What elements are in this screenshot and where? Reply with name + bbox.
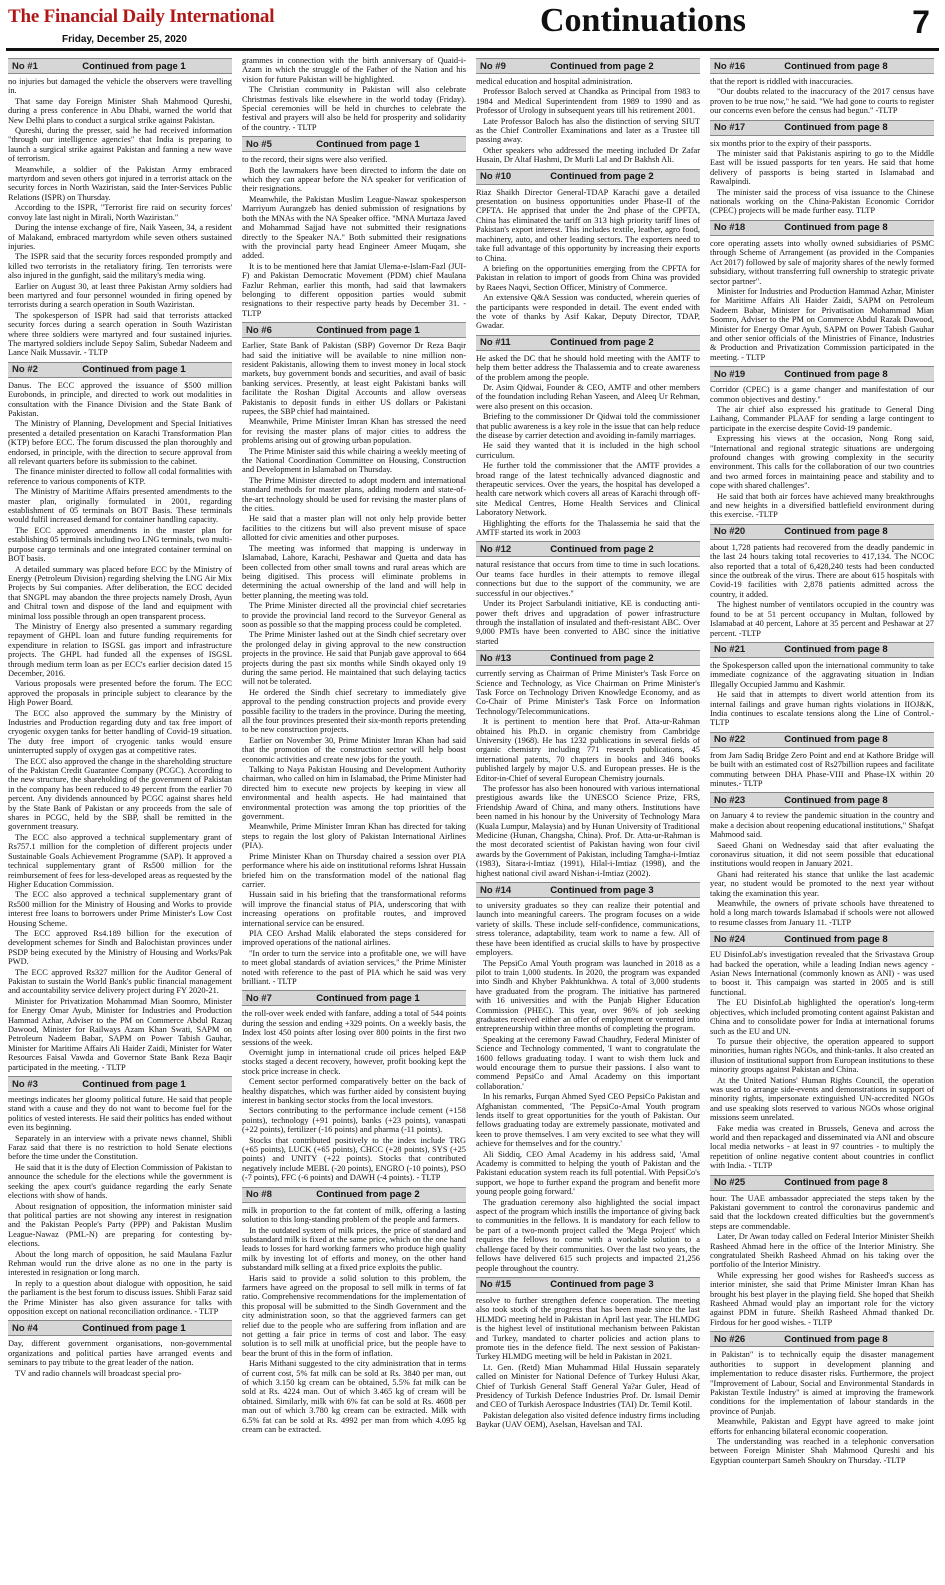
paragraph: natural resistance that occurs from time to time in such locations. Our teams face hurdles in their attempts to remove illegal connections but due to the support of the community, we are successful in our objectives."	[476, 560, 700, 598]
paragraph: It is to be mentioned here that Jamiat Ulema-e-Islam-Fazl (JUI-F) and Pakistan Democratic Movement (PDM) chief Maulana Fazlur Rehman, earlier this month, had said that lawmakers belonging to different opposition parties would submit resignations to their respective party heads by December 31. - TLTP	[242, 261, 466, 318]
paragraph: Dr. Asim Qidwai, Founder & CEO, AMTF and other members of the foundation including Rehan Yaseen, and Aleeq Ur Rehman, were also present on this occasion.	[476, 382, 700, 411]
story-body	[242, 56, 466, 132]
story-continuation-label: Continued from page 2	[316, 1189, 420, 1201]
story-body	[476, 560, 700, 646]
paragraph: Minister for Industries and Production Hammad Azhar, Minister for Maritime Affairs Ali Haider Zaidi, SAPM on Petroleum Nadeem Babar, Minister for Privatisation Mohammad Mian Soomro, Adviser to the PM on Commerce Abdul Razak Dawood, Minister for Energy Omar Ayub, SAPM on Power Tabish Gauhar and other senior officials of the Ministries of Finance, Industries & Production and Privatization Commission participated in the meeting. - TLTP	[710, 286, 934, 362]
story-body	[710, 385, 934, 520]
paragraph: Pakistan delegation also visited defence industry firms including Baykar (UAV OEM), Aselsan, Havelsan and TAI.	[476, 1410, 700, 1430]
story-continuation-label: Continued from page 1	[82, 60, 186, 72]
paragraph: Meanwhile, a soldier of the Pakistan Army embraced martyrdom and seven others got injured in a terrorist attack on the security forces in North Waziristan, said the Inter-Services Public Relations (ISPR) on Thursday.	[8, 164, 232, 202]
paragraph: Speaking at the ceremony Fawad Chaudhry, Federal Minister of Science and Technology commented, 'I want to congratulate the 1600 fellows graduating today. I want to wish them luck and would encourage them to pursue their passions. I also want to commend PepsiCo and Amal Academy on this important collaboration.'	[476, 1034, 700, 1091]
paragraph: The Prime Minister lashed out at the Sindh chief secretary over the prolonged delay in giving approval to the new construction projects in the province. He said that Punjab gave approval to 664 projects during the past six months while Sindh okayed only 19 during the same period. He maintained that such delaying tactics will not be tolerated.	[242, 630, 466, 687]
story	[710, 792, 934, 927]
paragraph: on January 4 to review the pandemic situation in the country and make a decision about reopening educational institutions," Shafqat Mahmood said.	[710, 811, 934, 840]
paragraph: core operating assets into wholly owned subsidiaries of PSMC through Scheme of Arrangement (as provided in the Companies Act 2017) followed by sale of majority shares of the newly formed subsidiary, without transferring full ownership to strategic private sector partner".	[710, 238, 934, 286]
story-body	[8, 1095, 232, 1316]
paragraph: no injuries but damaged the vehicle the observers were travelling in.	[8, 77, 232, 96]
story-header	[710, 220, 934, 236]
story-number: No #16	[714, 60, 746, 72]
story-number: No #3	[12, 1078, 38, 1090]
paragraph: Earlier, State Bank of Pakistan (SBP) Governor Dr Reza Baqir had said the initiative will be available to nine million non-resident Pakistanis, allowing them to invest money in local stock markets, buy government bonds and securities, and avail of basic banking services. Presently, at least eight Pakistani banks will facilitate the Roshan Digital Accounts and allow overseas Pakistanis to deposit funds in either US dollars or Pakistani rupees, the SBP chief had maintained.	[242, 341, 466, 416]
story	[242, 990, 466, 1182]
story-number: No #7	[246, 992, 272, 1004]
paragraph: Late Professor Baloch has also the distinction of serving SIUT as the Chief Controller Examinations and later as a Trustee till passing away.	[476, 116, 700, 145]
paragraph: Meanwhile, Prime Minister Imran Khan has directed for taking steps to regain the lost glory of Pakistan International Airlines (PIA).	[242, 822, 466, 851]
story-number: No #6	[246, 324, 272, 336]
story-body	[242, 1206, 466, 1435]
paragraph: Sectors contributing to the performance include cement (+158 points), technology (+91 points), banks (+23 points), vanaspati (+22 points), fertilizer (-16 points) and pharma (-11 points).	[242, 1106, 466, 1135]
story-number: No #5	[246, 138, 272, 150]
story-body	[710, 77, 934, 116]
paragraph: Meanwhile, the Pakistan Muslim League-Nawaz spokesperson Marriyum Aurangzeb has denied submission of resignations by both the MNAs with the NA Speaker office. "MNA Murtaza Javed and Mohammad Sajjad have not submitted their resignations directly to the Speaker NA." Both submitted their resignations with the provincial party head Engineer Ameer Muqam, she added.	[242, 194, 466, 261]
paragraph: grammes in connection with the birth anniversary of Quaid-i-Azam in which the struggle of the Father of the Nation and his vision for future Pakistan will be highlighted.	[242, 56, 466, 84]
paragraph: Earlier on August 30, at least three Pakistan Army soldiers had been martyred and four personnel wounded in firing opened by terrorists during a search operation in South Waziristan.	[8, 281, 232, 310]
story-header	[242, 322, 466, 338]
story-body	[710, 811, 934, 927]
paragraph: medical education and hospital administration.	[476, 77, 633, 86]
story-number: No #19	[714, 368, 746, 380]
story-continuation-label: Continued from page 8	[784, 60, 888, 72]
paragraph: Talking to Naya Pakistan Housing and Development Authority chairman, who called on him in Islamabad, the Prime Minister had directed him to execute new projects by keeping in view all environmental and health aspects. He had maintained that environmental protection was among the top priorities of the government.	[242, 765, 466, 822]
story-continuation-label: Continued from page 3	[550, 884, 654, 896]
paragraph: Ali Siddiq, CEO Amal Academy in his address said, 'Amal Academy is committed to helping the youth of Pakistan and the Pakistani education system reach its full potential. With PepsiCo's support, we hope to further expand the program and benefit more young people going forward.'	[476, 1149, 700, 1197]
story-header	[710, 732, 934, 748]
story-header	[8, 362, 232, 378]
paragraph: He said that both air forces have achieved many breakthroughs and new heights in a diversified battlefield environment during this exercise. -TLTP	[710, 491, 934, 520]
story-continuation-label: Continued from page 2	[550, 652, 654, 664]
paragraph: hour. The UAE ambassador appreciated the steps taken by the Pakistani government to control the coronavirus pandemic and said that the lockdown created difficulties but the government's steps are commendable.	[710, 1193, 934, 1231]
story	[710, 524, 934, 638]
paragraph: Prime Minister Khan on Thursday chaired a session over PIA performance where his aide on institutional reforms Ishrat Hussain briefed him on the transformation model of the national flag carrier.	[242, 851, 466, 889]
paragraph: six months prior to the expiry of their passports.	[710, 138, 872, 148]
paragraph: The Ministry of Planning, Development and Special Initiatives presented a detailed presentation on Karachi Transformation Plan (KTP) before ECC. The forum discussed the plan thoroughly and endorsed, in principle, with the direction to secure approval from all relevant quarters before its submission to the cabinet.	[8, 419, 232, 467]
story-body	[242, 155, 466, 318]
story-continuation-label: Continued from page 2	[550, 60, 654, 72]
paragraph: He said that a master plan will not only help provide better facilities to the citizens but will also prevent misuse of space allotted for civic amenities and other purposes.	[242, 514, 466, 543]
paragraph: The highest number of ventilators occupied in the country was found to be at 51 percent occupancy in Multan, followed by Islamabad at 40 percent, Lahore at 35 percent and Peshawar at 27 percent. -TLTP	[710, 600, 934, 638]
story-body	[242, 341, 466, 986]
paragraph: PIA CEO Arshad Malik elaborated the steps considered for improved operations of the national airlines.	[242, 928, 466, 948]
paragraph: The Ministry of Energy also presented a summary regarding repayment of GHPL loan and future funding requirements for expenditure in relation to ISGSL gas import and infrastructure projects. The GHPL had funded all the expenses of ISGSL through medium term loan as per ECC's earlier decision dated 15 December, 2016.	[8, 621, 232, 678]
story-header	[710, 792, 934, 808]
paragraph: The understanding was reached in a telephonic conversation between Foreign Minister Shah Mahmood Qureshi and his Egyptian counterpart Sameh Shoukry on Thursday. -TLTP	[710, 1436, 934, 1465]
paragraph: Cement sector performed comparatively better on the back of healthy dispatches, which was further aided by consistent buying interest in banking sector stocks from the local investors.	[242, 1077, 466, 1106]
story-body	[476, 77, 700, 165]
story	[710, 366, 934, 520]
story	[476, 1277, 700, 1430]
paragraph: Under its Project Sarbulandi initiative, KE is conducting anti-power theft drives and upgradation of power infrastructure through the installation of insulated and theft-resistant ABC. Over 9,000 PMTs have been converted to ABC since the initiative started	[476, 599, 700, 646]
story-continuation-label: Continued from page 8	[784, 734, 888, 746]
story-continuation-label: Continued from page 2	[550, 337, 654, 349]
paragraph: In his remarks, Furqan Ahmed Syed CEO PepsiCo Pakistan and Afghanistan commented, 'The PepsiCo-Amal Youth program lends itself to great opportunities for the youth of Pakistan. Our fellows graduating today are extremely passionate, motivated and keen to prove themselves. I am very excited to see what they will achieve for themselves and for the country.'	[476, 1092, 700, 1149]
story-body	[710, 1350, 934, 1465]
story-number: No #17	[714, 122, 746, 134]
paragraph: The EU DisinfoLab highlighted the operation's long-term objectives, which included promoting content against Pakistan and China and to consolidate power for India at international forums such as the EU and UN.	[710, 998, 934, 1036]
paragraph: to the record, their signs were also verified.	[242, 155, 388, 165]
paragraph: That same day Foreign Minister Shah Mahmood Qureshi, during a press conference in Abu Dhabi, warned the world that New Delhi plans to conduct a surgical strike against Pakistan.	[8, 96, 232, 125]
paragraph: Haris Mithani suggested to the city administration that in terms of current cost, 5% fat milk can be sold at Rs. 3840 per man, out of which 3.150 kg cream can be obtained, 5.5% fat milk can be sold at Rs. 4224 man. Out of which 3.465 kg of cream will be obtained. Similarly, milk with 6% fat can be sold at Rs. 4608 per man out of which 3.780 kg cream can be extracted. Milk with 6.5% fat can be sold at Rs. 4992 per man from which 4.095 kg cream can be extracted.	[242, 1359, 466, 1435]
story-header	[476, 650, 700, 666]
paragraph: The professor has also been honoured with various international prestigious awards like the UNESCO Science Prize, FRS, Friendship Award of China, and many others. Institutions have been named in his honour by the University of Technology Mara (Kuala Lumpur, Malaysia) and by Hunan University of Traditional Medicine (Hunan, Changsha, China). Prof. Dr. Atta-ur-Rahman is the most decorated scientist of Pakistan having won four civil awards by the Government of Pakistan, including Tamgha-i-Imtiaz (1983), Sitara-i-Imtiaz (1991), Hilal-i-Imtiaz (1998), and the highest national civil award Nishan-i-Imtiaz (2002).	[476, 784, 700, 878]
story-continuation-label: Continued from page 8	[784, 644, 888, 656]
story	[242, 136, 466, 318]
story-number: No #2	[12, 364, 38, 376]
paragraph: Meanwhile, Prime Minister Imran Khan has stressed the need for revising the master plans of major cities to address the problems arising out of growing urban population.	[242, 417, 466, 446]
story-number: No #26	[714, 1333, 746, 1345]
story-header	[476, 1277, 700, 1293]
paragraph: The minister said the process of visa issuance to the Chinese nationals working on the China-Pakistan Economic Corridor (CPEC) projects will be made further easy. TLTP	[710, 187, 934, 216]
story-number: No #12	[480, 543, 512, 555]
story-body	[710, 139, 934, 216]
story-number: No #20	[714, 526, 746, 538]
paragraph: Briefing to the commissioner Dr Qidwai told the commissioner that public awareness is a key role in the issue that can help reduce the disease by carrier detection and avoiding in-family marriages.	[476, 412, 700, 440]
story-header	[242, 136, 466, 152]
paragraph: Expressing his views at the occasion, Nong Rong said, "International and regional strategic situations are undergoing profound changes with growing complexity in the security environment. This calls for the collaboration of our two countries and two armed forces in maintaining peace and stability and to cope with shared challenges".	[710, 434, 934, 491]
story-header	[476, 541, 700, 557]
paragraph: in Pakistan" is to technically equip the disaster management authorities to support in development planning and implementation to reduce disaster risks. Furthermore, the project "Improvement of Labour, Social and Environmental Standards in Pakistan Textile Industry" is aimed at improving the framework conditions for the implementation of labour standards in the province of Punjab.	[710, 1350, 934, 1416]
column-2	[242, 56, 466, 1581]
paragraph: He said that in attempts to divert world attention from its internal failings and grave human rights violations in IIOJ&K, India continues to escalate tensions along the Line of Control.- TLTP	[710, 690, 934, 728]
paragraph: Highlighting the efforts for the Thalassemia he said that the AMTF started its work in 2003	[476, 518, 700, 538]
paragraph: The Prime Minister directed all the provincial chief secretaries to provide the provincial land record to the Surveyor General as soon as possible so that the mapping process could be completed.	[242, 601, 466, 629]
paragraph: The ECC also approved a technical supplementary grant of Rs757.1 million for the completion of different projects under Sustainable Goals Achievement Programme (SAP). It approved a technical supplementary grant of Rs500 million for the reimbursement of fees for less-developed areas as requested by the Higher Education Commission.	[8, 832, 232, 889]
paragraph: Earlier on November 30, Prime Minister Imran Khan had said that the promotion of the construction sector will help boost economic activities and create new jobs for the youth.	[242, 735, 466, 764]
story-body	[710, 950, 934, 1170]
story-body	[8, 1339, 232, 1378]
paragraph: It is pertinent to mention here that Prof. Atta-ur-Rahman obtained his Ph.D. in organic chemistry from Cambridge University (1968). He has 1232 publications in several fields of organic chemistry including 771 research publications, 45 international patents, 70 chapters in books and 346 books published largely by major U.S. and European presses. He is the Editor-in-Chief of several European Chemistry journals.	[476, 717, 700, 783]
story-continuation-label: Continued from page 1	[316, 324, 420, 336]
story	[8, 1076, 232, 1316]
story	[8, 362, 232, 1072]
column-3	[476, 56, 700, 1581]
story-number: No #21	[714, 644, 746, 656]
column-4	[710, 56, 934, 1581]
paragraph: At the United Nations' Human Rights Council, the operation was used to arrange side-events and demonstrations in support of minority rights, impersonate extinguished UN-accredited NGOs and use speaking slots reserved to various NGOs whose original missions seem unrelated.	[710, 1075, 934, 1123]
paragraph: Separately in an interview with a private news channel, Shibli Faraz said that there is no restriction to hold Senate elections before the time under the Constitution.	[8, 1133, 232, 1162]
story-header	[710, 120, 934, 136]
paragraph: "Our doubts related to the inaccuracy of the 2017 census have proven to be true now," he said. "We had gone to courts to register our concerns even before the census had begun." -TLTP	[710, 87, 934, 116]
paragraph: The meeting was informed that mapping is underway in Islamabad, Lahore, Karachi, Peshawar and Quetta and data has been collected from other small towns and rural areas which are being digitised. This process will eliminate problems in determining the actual ownership of the land and will help in better planning, the meeting was told.	[242, 543, 466, 600]
story-number: No #22	[714, 734, 746, 746]
story	[242, 1187, 466, 1435]
story-number: No #25	[714, 1177, 746, 1189]
story	[8, 1320, 232, 1378]
paragraph: from Jam Sadiq Bridge Zero Point and end at Kathore Bridge will be built with an estimated cost of Rs27billion rupees and facilitate commuting between DHA Phase-VIII and Phase-IX within 20 minutes.- TLTP	[710, 750, 934, 788]
paragraph: that the report is riddled with inaccuracies.	[710, 77, 854, 86]
paragraph: meetings indicates her gloomy political future. He said that people stand with a cause and they do not want to become fuel for the politics of vested interests. He said their politics has ended without even its beginning.	[8, 1095, 232, 1133]
story-continuation-label: Continued from page 8	[784, 1333, 888, 1345]
paragraph: He further told the commissioner that the AMTF provides a broad range of the latest technically advanced diagnostic and therapeutic services. Over the years, the hospital has developed a health care network which covers all areas of Karachi through off-site Medical Centres, Home Health Services and Clinical Laboratory Network.	[476, 461, 700, 518]
paragraph: A detailed summary was placed before ECC by the Ministry of Energy (Petroleum Division) regarding shelving the LNG Air Mix Projects by Sui companies. After deliberation, the ECC decided that SNGPL may abandon the three projects namely Drosh, Ayun and Chitral town and dispose of the land and equipment with minimal loss possible through an open transparent process.	[8, 564, 232, 621]
story-header	[8, 1320, 232, 1336]
paragraph: The Christian community in Pakistan will also celebrate Christmas festivals like elsewhere in the world today (Friday). Special ceremonies will be held in churches to celebrate the festival and prayers will also be held for prosperity and solidarity of the country. - TLTP	[242, 85, 466, 132]
story	[242, 322, 466, 986]
story	[242, 56, 466, 132]
paragraph: About the long march of opposition, he said Maulana Fazlur Rehman would run the drive alone as no one in the party is interested in resignation or long march.	[8, 1249, 232, 1278]
paragraph: Qureshi, during the presser, said he had received information "through our intelligence agencies" that India is preparing to launch a surgical strike against Pakistan and fanning a new wave of terrorism.	[8, 126, 232, 164]
story-number: No #8	[246, 1189, 272, 1201]
story-continuation-label: Continued from page 1	[82, 1322, 186, 1334]
paragraph: The ECC approved Rs327 million for the Auditor General of Pakistan to sustain the World Bank's public financial management and accountability service delivery project during FY 2020-21.	[8, 967, 232, 996]
paragraph: Other speakers who addressed the meeting included Dr Zafar Husain, Dr Altaf Hashmi, Dr Murli Lal and Dr Bakhsh Ali.	[476, 145, 700, 165]
paragraph: In the outdated system of milk prices, the price of standard and substandard milk is fixed at the same price, which on the one hand leads to losses for hard working farmers who produce high quality milk by investing lot of efforts and money, on the other hand substandard milk selling at a fixed price exploits the public.	[242, 1225, 466, 1273]
paragraph: Stocks that contributed positively to the index include TRG (+65 points), LUCK (+65 points), CHCC (+28 points), SYS (+25 points) and UNITY (+22 points). Stocks that contributed negatively include MEBL (-20 points), ENGRO (-10 points), PSO (-7 points), FFC (-6 points) and DAWH (-4 points). - TLTP	[242, 1135, 466, 1183]
publication-name: The Financial Daily International	[8, 6, 275, 27]
story-body	[476, 188, 700, 331]
paragraph: The minister said that Pakistanis aspiring to go to the Middle East will be issued passports for ten years. He said that home delivery of passports is being started in Islamabad and Rawalpindi.	[710, 149, 934, 187]
paragraph: the Spokesperson called upon the international community to take immediate cognizance of the aggravating situation in Indian Illegally Occupied Jammu and Kashmir.	[710, 660, 934, 689]
column-1	[8, 56, 232, 1581]
paragraph: Saeed Ghani on Wednesday said that after evaluating the coronavirus situation, it did not seem possible that educational institutions would reopen in January 2021.	[710, 840, 934, 869]
paragraph: The Prime Minister said this while chairing a weekly meeting of the National Coordination Committee on Housing, Construction and Development in Islamabad on Thursday.	[242, 446, 466, 475]
paragraph: about 1,728 patients had recovered from the deadly pandemic in the last 24 hours taking total recoveries to 417,134. The NCOC also reported that a total of 6,428,240 tests had been conducted since the outbreak of the virus. There are about 615 hospitals with Covid-19 facilities with 2,878 patients admitted across the country, it added.	[710, 542, 934, 599]
paragraph: Professor Baloch served at Chandka as Principal from 1983 to 1984 and Medical Superintendent from 1989 to 1990 and as Professor of Urology in subsequent years till his retirement 2001.	[476, 87, 700, 116]
story-body	[710, 543, 934, 638]
masthead-rule	[6, 48, 939, 51]
story	[710, 732, 934, 789]
paragraph: Minister for Privatization Mohammad Mian Soomro, Minister for Energy Omar Ayub, Minister for Industries and Production Hammad Azhar, Adviser to the PM on Commerce Abdul Razaq Dawood, Minister for Railways Azam Khan Swati, SAPM on Petroleum Nadeem Babar, SAPM on Power Tabish Gauhar, Minister for Maritime Affairs Ali Haider Zaidi, Minister for Water Resources Faisal Vawda and Governor State Bank Reza Baqir participated in the meeting. - TLTP	[8, 996, 232, 1072]
paragraph: Day, different government organisations, non-governmental organizations and political parties have arranged events and seminars to pay tribute to the great leader of the nation.	[8, 1339, 232, 1368]
story	[476, 335, 700, 538]
paragraph: The ECC also approved a technical supplementary grant of Rs500 million for the Ministry of Housing and Works to provide interest free loans to borrowers under Prime Minister's Low Cost Housing Scheme.	[8, 890, 232, 928]
story-body	[476, 669, 700, 878]
paragraph: He asked the DC that he should hold meeting with the AMTF to help them better address the Thalassemia and to create awareness of the problem among the people.	[476, 353, 700, 382]
story-header	[476, 335, 700, 351]
story-continuation-label: Continued from page 1	[82, 364, 186, 376]
paragraph: He said they wanted that it is included in the high school curriculum.	[476, 441, 700, 460]
story-body	[242, 1009, 466, 1182]
story-continuation-label: Continued from page 8	[784, 122, 888, 134]
story-continuation-label: Continued from page 2	[550, 543, 654, 555]
paragraph: To pursue their objective, the operation appeared to support minorities, human rights NGOs, and think-tanks. It also created an illusion of institutional support from European institutions to these minority groups against Pakistan and China.	[710, 1036, 934, 1075]
story-number: No #11	[480, 337, 511, 349]
paragraph: Overnight jump in international crude oil prices helped E&P stocks staged a decent recovery, however, profit booking kept the stock price increase in check.	[242, 1048, 466, 1076]
story-continuation-label: Continued from page 8	[784, 222, 888, 234]
paragraph: Later, Dr Awan today called on Federal Interior Minister Sheikh Rasheed Ahmad here in the office of the Interior Ministry. She congratulated Sheikh Rasheed Ahmad on his taking over the portfolio of the Interior Ministry.	[710, 1232, 934, 1270]
paragraph: The spokesperson of ISPR had said that terrorists attacked security forces during a search operation in South Waziristan where three soldiers were martyred and four sustained injuries. The martyred soldiers include Sepoy Salim, Subedar Nadeem and Lance Naik Mussavir. - TLTP	[8, 310, 232, 358]
story-header	[242, 1187, 466, 1203]
story	[710, 1175, 934, 1328]
story	[476, 169, 700, 331]
story-continuation-label: Continued from page 8	[784, 368, 888, 380]
paragraph: "In order to turn the service into a profitable one, we will have to meet global standards of aviation services," the Prime Minister noted with reference to the past of PIA which he said was very brilliant. - TLTP	[242, 948, 466, 986]
paragraph: Meanwhile, the owners of private schools have threatened to hold a long march towards Islamabad if schools were not allowed to resume classes from January 11. -TLTP	[710, 899, 934, 927]
story-number: No #23	[714, 794, 746, 806]
paragraph: The ECC also approved the change in the shareholding structure of the Pakistan Credit Guarantee Company (PCGC). According to the new structure, the shareholding of the government of Pakistan in the company has been reduced to 49 percent from the earlier 70 percent. Any dividends announced by PCGC against shares held by the State Bank of Pakistan or any proceeds from the sale of shares in PCGC, held by the SBP, shall be remitted in the government treasury.	[8, 756, 232, 832]
paragraph: About resignation of opposition, the information minister said that political parties are not showing any interest in resignation and the Pakistan People's Party (PPP) and Pakistan Muslim League-Nawaz (PML-N) are preparing for contesting by-elections.	[8, 1201, 232, 1249]
masthead	[0, 0, 945, 52]
paragraph: Various proposals were presented before the forum. The ECC approved the proposals in principle subject to clearance by the High Power Board.	[8, 679, 232, 708]
paragraph: Corridor (CPEC) is a game changer and manifestation of our common objectives and destiny."	[710, 385, 934, 404]
story-continuation-label: Continued from page 1	[82, 1078, 186, 1090]
story-number: No #1	[12, 60, 38, 72]
paragraph: Ghani had reiterated his stance that unlike the last academic year, no student would be promoted to the next year without taking the examination this year.	[710, 869, 934, 898]
paragraph: Both the lawmakers have been directed to inform the date on which they can appear before the NA speaker for verification of their resignations.	[242, 165, 466, 194]
story-continuation-label: Continued from page 8	[784, 1177, 888, 1189]
story	[710, 931, 934, 1170]
story	[476, 650, 700, 878]
story-number: No #14	[480, 884, 512, 896]
issue-date: Friday, December 25, 2020	[62, 34, 187, 45]
story-body	[476, 354, 700, 538]
story-header	[8, 58, 232, 74]
paragraph: The Ministry of Maritime Affairs presented amendments to the master plan, originally formulated in 2001, regarding establishment of 05 terminals on BOT Basis. These terminals would fulfil increased demand for container handling capacity.	[8, 487, 232, 525]
story-header	[476, 58, 700, 74]
story-number: No #15	[480, 1279, 512, 1291]
story-number: No #24	[714, 933, 746, 945]
story	[710, 220, 934, 362]
section-title: Continuations	[540, 2, 746, 39]
story-header	[710, 1331, 934, 1347]
paragraph: The finance minister directed to follow all codal formalities with reference to various components of KTP.	[8, 467, 232, 486]
paragraph: In reply to a question about dialogue with opposition, he said the parliament is the best forum to discuss issues. Shibli Faraz said the Prime Minister has also given assurance for talks with opposition except on national reconciliation ordinance. - TLTP	[8, 1278, 232, 1316]
paragraph: The ECC approved Rs4.189 billion for the execution of development schemes for Sindh and Balochistan provinces under PSDP being executed by the Ministry of Housing and Works/Pak PWD.	[8, 928, 232, 967]
story-header	[710, 931, 934, 947]
paragraph: The ECC also approved the summary by the Ministry of Industries and Production regarding duty and tax free import of cryogenic oxygen tanks for better handling of Covid-19 situation. The duty free import of cryogenic tanks would ensure uninterrupted supply of oxygen gas at competitive rates.	[8, 708, 232, 756]
story-header	[8, 1076, 232, 1092]
story-body	[710, 1194, 934, 1328]
story-body	[8, 381, 232, 1072]
story	[476, 58, 700, 165]
story-header	[710, 366, 934, 382]
story-continuation-label: Continued from page 2	[550, 171, 654, 183]
story-body	[710, 239, 934, 362]
story-number: No #13	[480, 652, 512, 664]
paragraph: The graduation ceremony also highlighted the social impact aspect of the program which instills the importance of giving back to communities in the fellows. It is mandatory for each fellow to be part of a two-month project called the 'Mega Project' which requires the fellows to come with a workable solution to a challenge faced by their communities. Over the last two years, the fellows have delivered 615 such projects and impacted 21,256 people throughout the country.	[476, 1197, 700, 1273]
story-number: No #10	[480, 171, 512, 183]
paragraph: Fake media was created in Brussels, Geneva and across the world and then repackaged and disseminated via ANI and obscure local media networks - at least in 97 countries - to multiply the repetition of online negative content about countries in conflict with India. - TLTP	[710, 1123, 934, 1171]
story-body	[8, 77, 232, 358]
paragraph: to university graduates so they can realize their potential and launch into meaningful careers. The program focuses on a wide variety of skills. These include self-confidence, communications, stress tolerance, adaptability, team work to name a few. All of these have been identified as crucial skills to have by prospective employers.	[476, 901, 700, 958]
paragraph: milk in proportion to the fat content of milk, offering a lasting solution to this long-standing problem of the people and farmers.	[242, 1205, 466, 1225]
story-body	[710, 661, 934, 728]
story	[710, 58, 934, 116]
paragraph: The PepsiCo Amal Youth program was launched in 2018 as a pilot to train 1,000 students. In 2020, the program was expanded into Sindh and Khyber Pakhtunkhwa. A total of 3,000 students have graduated from the program. The initiative has partnered with 16 universities and with the Punjab Higher Education Commission (PHEC). This year, over 96% of job seeking graduates received either an offer of employment or ventured into entrepreneurship within three months of completing the program.	[476, 958, 700, 1034]
story	[710, 642, 934, 728]
paragraph: Meanwhile, Pakistan and Egypt have agreed to make joint efforts for enhancing bilateral economic cooperation.	[710, 1417, 934, 1436]
paragraph: The ECC approved amendments in the master plan for establishing 05 terminals including two LNG terminals, two multi-purpose cargo terminals and one integrated container terminal on BOT basis.	[8, 525, 232, 564]
story	[476, 882, 700, 1273]
paragraph: He ordered the Sindh chief secretary to immediately give approval to the pending construction projects and provide every possible facility to the traders in the province. During the meeting, all the four provinces presented their six-month reports pretending to be new construction projects.	[242, 687, 466, 735]
story-header	[710, 642, 934, 658]
story-header	[710, 524, 934, 540]
paragraph: While expressing her good wishes for Rasheed's success as interior minister, she said that Prime Minister Imran Khan has brought his best player in the playing field. She hoped that Sheikh Rasheed Ahmad would play an important role for the victory against PDM in future. Sheikh Rasheed Ahmad thanked Dr. Firdous for her good wishes. - TLTP	[710, 1270, 934, 1327]
paragraph: The air chief also expressed his gratitude to General Ding Laihang, Commander PLAAF for sending a large contingent to participate in the exercise despite Covid-19 pandemic.	[710, 404, 934, 433]
paragraph: The Prime Minister directed to adopt modern and international standard methods for master plans, adding modern and state-of-the-art technology should be used for revising the master plans of the cities.	[242, 475, 466, 514]
paragraph: Haris said to provide a solid solution to this problem, the farmers have agreed on the proposal to sell milk in terms of fat ratio. Comprehensive recommendations for the implementation of this proposal will be submitted to the Sindh Government and the city administration soon, so that the aggrieved farmers can get relief due to the people who are suffering from inflation and are not getting a fair price in terms of cost and labor. The easy solution is to sell milk at unofficial price, but the people have to bear the brunt of this in the form of inflation.	[242, 1273, 466, 1358]
paragraph: Lt. Gen. (Retd) Mian Muhammad Hilal Hussain separately called on Minister for National Defence of Turkey Hulusi Akar, Chief of Turkish General Staff General Ya?ar Guler, Head of Presidency of Turkish Defence Industries Prof. Dr. Ismail Demir and CEO of Turkish Aerospace Industries (TAI) Dr. Temil Kotil.	[476, 1362, 700, 1410]
story-continuation-label: Continued from page 8	[784, 933, 888, 945]
paragraph: During the intense exchange of fire, Naik Yaseen, 34, a resident of Malakand, embraced martyrdom while seven others sustained injuries.	[8, 223, 232, 251]
paragraph: A briefing on the opportunities emerging from the CPFTA for Pakistan in relation to import of goods from China was provided by Raees Naqvi, Section Officer, Ministry of Commerce.	[476, 263, 700, 292]
story-number: No #18	[714, 222, 746, 234]
story-body	[710, 751, 934, 789]
story-body	[476, 901, 700, 1273]
story	[8, 58, 232, 358]
story-continuation-label: Continued from page 3	[550, 1279, 654, 1291]
paragraph: Hussain said in his briefing that the transformational reforms will improve the financial status of PIA, underscoring that with increasing operations on profitable routes, and improved international service can be ensured.	[242, 890, 466, 928]
story-continuation-label: Continued from page 1	[316, 138, 420, 150]
story	[710, 120, 934, 216]
story-header	[710, 58, 934, 74]
story-number: No #4	[12, 1322, 38, 1334]
story-body	[476, 1296, 700, 1430]
story-header	[710, 1175, 934, 1191]
paragraph: currently serving as Chairman of Prime Minister's Task Force on Science and Technology, as Vice Chairman on Prime Minister's Task Force on Technology Driven Knowledge Economy, and as Co-Chair of Prime Minister's Task Force on Information Technology/Telecommunications.	[476, 669, 700, 716]
paragraph: EU DisinfoLab's investigation revealed that the Srivastava Group had backed the operation, while a leading Indian news agency - Asian News International (commonly known as ANI) - was used to boost it. This campaign was started in 2005 and is still functional.	[710, 950, 934, 997]
paragraph: The ISPR said that the security forces responded promptly and killed two terrorists in the retaliatory firing. Ten terrorists were also injured in the gunfight, said the military's media wing.	[8, 252, 232, 281]
paragraph: An extensive Q&A Session was conducted, wherein queries of the participants were responded in detail. The event ended with the vote of thanks by Asif Kakar, Deputy Director, TDAP, Gwadar.	[476, 293, 700, 331]
paragraph: the roll-over week ended with fanfare, adding a total of 544 points during the session and ending +329 points. On a weekly basis, the Index lost 450 points after losing over 800 points in the first two sessions of the week.	[242, 1009, 466, 1047]
story-continuation-label: Continued from page 1	[316, 992, 420, 1004]
story-number: No #9	[480, 60, 506, 72]
paragraph: According to the ISPR, "Terrorist fire raid on security forces' convoy late last night in Mirali, North Waziristan."	[8, 203, 232, 222]
page-number: 7	[912, 4, 930, 40]
paragraph: Riaz Shaikh Director General-TDAP Karachi gave a detailed presentation on business opportunities under Phase-II of the CPFTA. He apprised that under the 2nd phase of the CPFTA, China has eliminated the tariff on 313 high priority tariff lines of Pakistan's export interest. This includes textile, leather, agro food, machinery, auto, and other leading sectors. The exporters need to take full advantage of this opportunity by increasing their exports to China.	[476, 187, 700, 263]
story-header	[476, 882, 700, 898]
story-header	[476, 169, 700, 185]
paragraph: He said that it is the duty of Election Commission of Pakistan to announce the schedule for the elections while the government is seeking the apex court's guidance regarding the early Senate elections with show of hands.	[8, 1162, 232, 1201]
story-continuation-label: Continued from page 8	[784, 794, 888, 806]
paragraph: TV and radio channels will broadcast special pro-	[15, 1368, 182, 1378]
story	[710, 1331, 934, 1465]
paragraph: Danus. The ECC approved the issuance of $500 million Eurobonds, in principle, and directed to work out modalities in consultation with the Finance Division and the State Bank of Pakistan.	[8, 380, 232, 418]
story-continuation-label: Continued from page 8	[784, 526, 888, 538]
story	[476, 541, 700, 646]
story-header	[242, 990, 466, 1006]
paragraph: resolve to further strengthen defence cooperation. The meeting also took stock of the progress that has been made since the last HLMDG meeting held in Pakistan in April last year. The HLMDG is the highest level of institutional mechanism between Pakistan and Turkey, mandated to charter policies and action plans to promote ties in the defence field. The next session of Pakistan-Turkey HLMDG meeting will be held in Pakistan in 2021.	[476, 1295, 700, 1362]
